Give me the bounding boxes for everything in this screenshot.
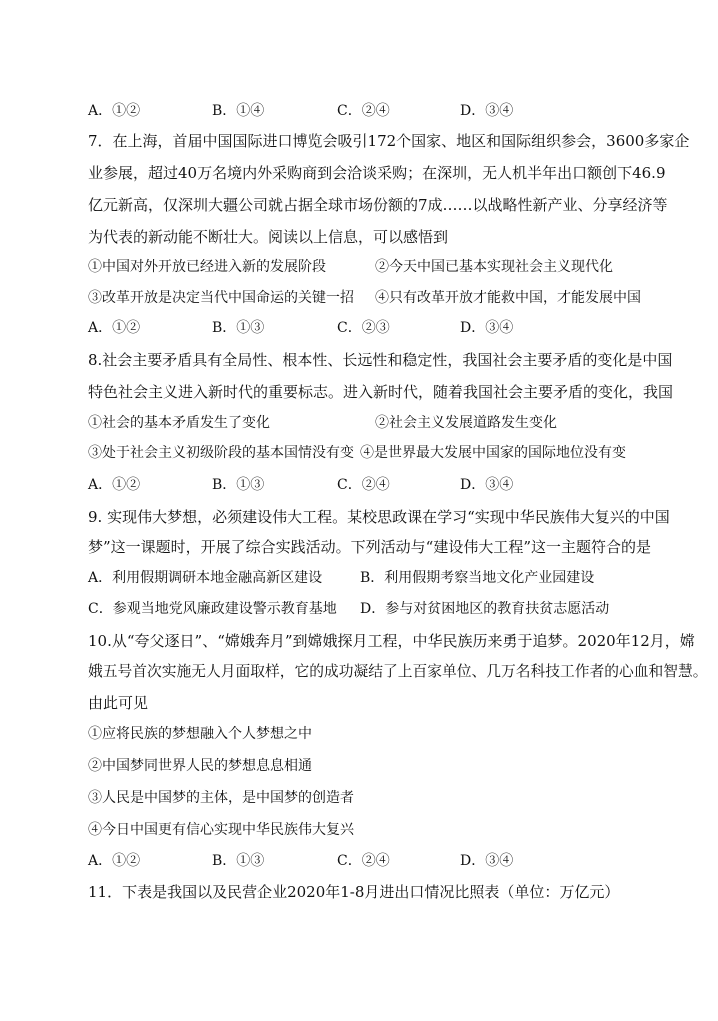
q9-stem-line-1: 9. 实现伟大梦想，必须建设伟大工程。某校思政课在学习“实现中华民族伟大复兴的中国: [88, 508, 670, 526]
q10-statement-1: ①应将民族的梦想融入个人梦想之中: [88, 726, 312, 742]
q8-statement-1: ①社会的基本矛盾发生了变化: [88, 415, 270, 431]
q8-choice-b: B．①③: [212, 477, 265, 493]
q7-choice-a: A．①②: [88, 320, 141, 336]
q8-stem-line-1: 8.社会主要矛盾具有全局性、根本性、长远性和稳定性，我国社会主要矛盾的变化是中国: [88, 351, 673, 369]
q8-choice-d: D．③④: [460, 477, 514, 493]
q10-statement-4: ④今日中国更有信心实现中华民族伟大复兴: [88, 822, 354, 838]
q10-choice-a: A．①②: [88, 853, 141, 869]
q7-statement-3: ③改革开放是决定当代中国命运的关键一招: [88, 290, 354, 306]
q6-choice-a: A．①②: [88, 103, 141, 119]
q10-stem-line-1: 10.从“夸父逐日”、“嫦娥奔月”到嫦娥探月工程，中华民族历来勇于追梦。2020年12月，嫦: [88, 632, 695, 650]
q7-stem-line-4: 为代表的新动能不断壮大。阅读以上信息，可以感悟到: [88, 228, 449, 246]
q7-statement-2: ②今天中国已基本实现社会主义现代化: [375, 259, 613, 275]
q8-statement-2: ②社会主义发展道路发生变化: [375, 415, 557, 431]
q8-statement-4: ④是世界最大发展中国家的国际地位没有变: [360, 445, 626, 461]
q10-statement-3: ③人民是中国梦的主体，是中国梦的创造者: [88, 790, 354, 806]
q6-choice-d: D．③④: [460, 103, 514, 119]
q8-statement-3: ③处于社会主义初级阶段的基本国情没有变: [88, 445, 354, 461]
q7-choice-b: B．①③: [212, 320, 265, 336]
q10-choice-b: B．①③: [212, 853, 265, 869]
q10-stem-line-2: 娥五号首次实施无人月面取样，它的成功凝结了上百家单位、几万名科技工作者的心血和智慧。: [88, 663, 708, 680]
q9-choice-b: B．利用假期考察当地文化产业园建设: [360, 570, 595, 586]
q7-stem-line-3: 亿元新高，仅深圳大疆公司就占据全球市场份额的7成……以战略性新产业、分享经济等: [88, 196, 668, 214]
q6-choice-c: C．②④: [337, 103, 390, 119]
q10-choice-d: D．③④: [460, 853, 514, 869]
q8-stem-line-2: 特色社会主义进入新时代的重要标志。进入新时代，随着我国社会主要矛盾的变化，我国: [88, 383, 674, 401]
q7-choice-c: C．②③: [337, 320, 390, 336]
q9-choice-c: C．参观当地党风廉政建设警示教育基地: [88, 601, 337, 617]
q10-choice-c: C．②④: [337, 853, 390, 869]
q7-statement-4: ④只有改革开放才能救中国，才能发展中国: [375, 290, 641, 306]
q7-choice-d: D．③④: [460, 320, 514, 336]
q7-stem-line-2: 业参展，超过40万名境内外采购商到会洽谈采购；在深圳，无人机半年出口额创下46.9: [88, 164, 666, 182]
q10-stem-line-3: 由此可见: [88, 694, 149, 712]
q9-stem-line-2: 梦”这一课题时，开展了综合实践活动。下列活动与“建设伟大工程”这一主题符合的是: [88, 538, 652, 556]
q8-choice-c: C．②④: [337, 477, 390, 493]
q8-choice-a: A．①②: [88, 477, 141, 493]
q9-choice-d: D．参与对贫困地区的教育扶贫志愿活动: [360, 601, 610, 617]
q7-statement-1: ①中国对外开放已经进入新的发展阶段: [88, 259, 326, 275]
q6-choice-b: B．①④: [212, 103, 265, 119]
q9-choice-a: A．利用假期调研本地金融高新区建设: [88, 570, 323, 586]
q10-statement-2: ②中国梦同世界人民的梦想息息相通: [88, 758, 312, 774]
q11-stem-line-1: 11．下表是我国以及民营企业2020年1-8月进出口情况比照表（单位：万亿元）: [88, 883, 620, 901]
q7-stem-line-1: 7．在上海，首届中国国际进口博览会吸引172个国家、地区和国际组织参会，3600多家企: [88, 132, 690, 150]
